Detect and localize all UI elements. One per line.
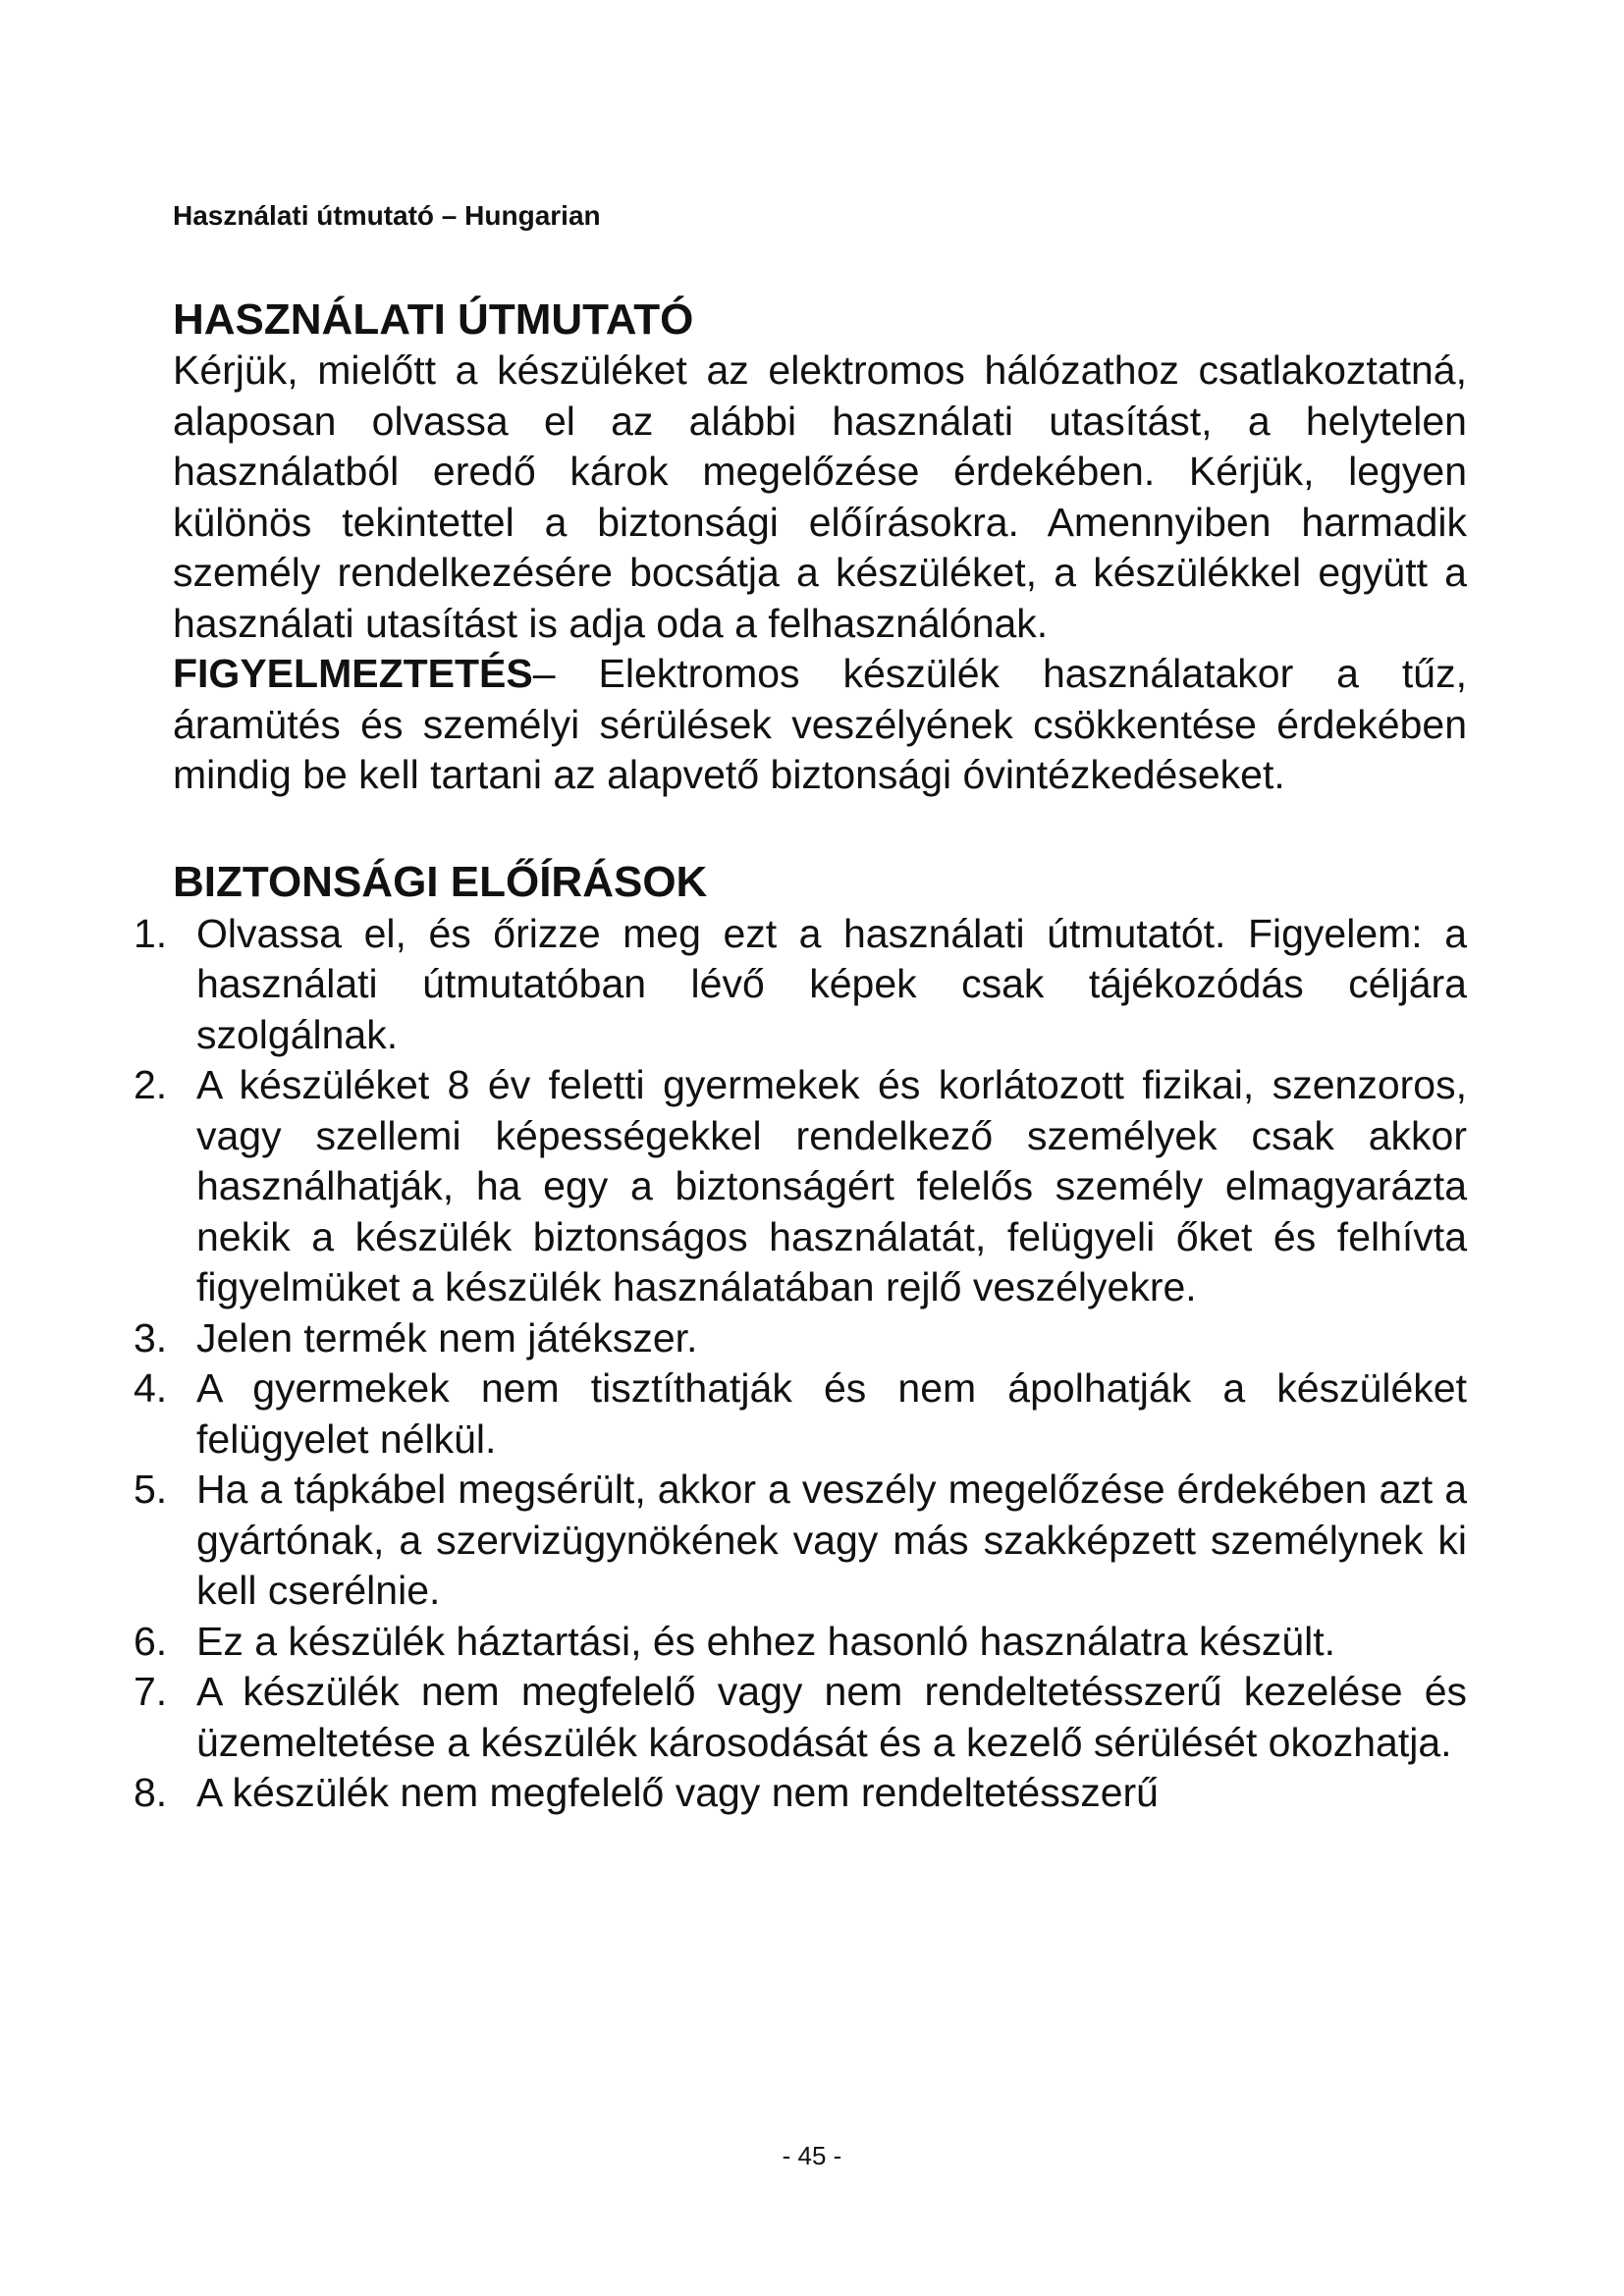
list-item-number: 8.	[134, 1770, 168, 1815]
list-item-text: Olvassa el, és őrizze meg ezt a használati útmutatót. Figyelem: a használati útmutatóban lévő képek csak tájékozódás céljára szolgálnak.	[196, 910, 1467, 1057]
warning-label: FIGYELMEZTETÉS	[173, 651, 533, 696]
list-item	[134, 1667, 1467, 1768]
list-item	[134, 1060, 1467, 1313]
list-item	[134, 1465, 1467, 1617]
list-item	[134, 1768, 1467, 1819]
page-content	[134, 294, 1467, 1819]
list-item-text: A készülék nem megfelelő vagy nem rendeltetésszerű	[196, 1770, 1159, 1815]
list-item-text: Ha a tápkábel megsérült, akkor a veszély megelőzése érdekében azt a gyártónak, a szervizügynökének vagy más szakképzett személynek ki kell cserélnie.	[196, 1467, 1467, 1613]
page-number: - 45 -	[782, 2141, 842, 2170]
list-item-number: 4.	[134, 1365, 168, 1411]
list-item-number: 5.	[134, 1467, 168, 1512]
intro-paragraph: Kérjük, mielőtt a készüléket az elektromos hálózathoz csatlakoztatná, alaposan olvassa el az alábbi használati utasítást, a helytelen használatból eredő károk megelőzése érdekében. Kérjük, legyen különös tekintettel a biztonsági előírásokra. Amennyiben harmadik személy rendelkezésére bocsátja a készüléket, a készülékkel együtt a használati utasítást is adja oda a felhasználónak.	[173, 347, 1467, 646]
section-spacer	[173, 801, 1467, 856]
list-item	[134, 909, 1467, 1061]
section-title: BIZTONSÁGI ELŐÍRÁSOK	[173, 857, 708, 906]
safety-rules-list	[134, 909, 1467, 1819]
list-item-text: Ez a készülék háztartási, és ehhez hasonló használatra készült.	[196, 1618, 1336, 1664]
list-item-number: 6.	[134, 1618, 168, 1664]
list-item-number: 2.	[134, 1062, 168, 1107]
list-item-text: Jelen termék nem játékszer.	[196, 1314, 698, 1361]
list-item-text: A gyermekek nem tisztíthatják és nem ápolhatják a készüléket felügyelet nélkül.	[196, 1365, 1467, 1462]
list-item	[134, 1313, 1467, 1364]
list-item-number: 1.	[134, 910, 168, 956]
list-item	[134, 1617, 1467, 1668]
warning-text: – Elektromos készülék használatakor a tűz, áramütés és személyi sérülések veszélyének csökkentése érdekében mindig be kell tartani az alapvető biztonsági óvintézkedéseket.	[173, 651, 1467, 797]
page-title: HASZNÁLATI ÚTMUTATÓ	[173, 295, 694, 344]
list-item-number: 3.	[134, 1314, 168, 1361]
warning-paragraph	[173, 649, 1467, 801]
list-item-text: A készüléket 8 év feletti gyermekek és korlátozott fizikai, szenzoros, vagy szellemi képességekkel rendelkező személyek csak akkor használhatják, ha egy a biztonságért felelős személy elmagyarázta nekik a készülék biztonságos használatát, felügyeli őket és felhívta figyelmüket a készülék használatában rejlő veszélyekre.	[196, 1062, 1467, 1309]
list-item-number: 7.	[134, 1669, 168, 1714]
list-item-text: A készülék nem megfelelő vagy nem rendeltetésszerű kezelése és üzemeltetése a készülék károsodását és a kezelő sérülését okozhatja.	[196, 1669, 1467, 1765]
running-header: Használati útmutató – Hungarian	[173, 200, 601, 231]
list-item	[134, 1363, 1467, 1465]
